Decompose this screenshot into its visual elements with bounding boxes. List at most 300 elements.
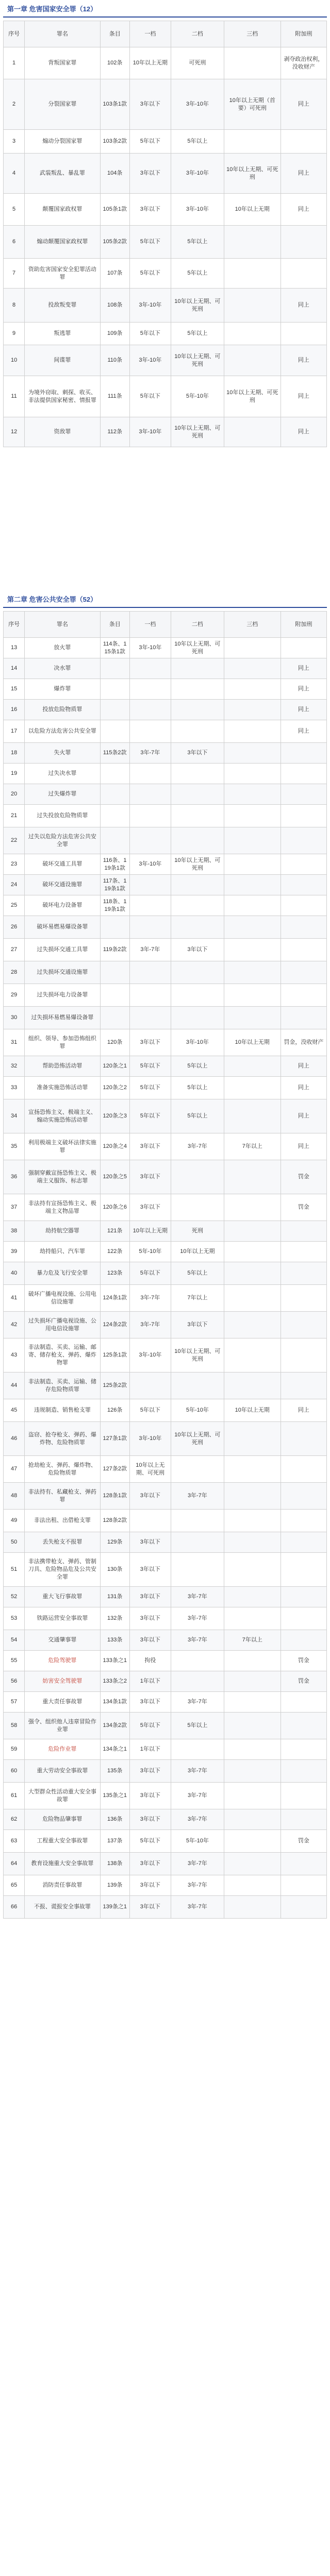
tier-3 [224,1553,280,1587]
tier-2: 5年以上 [171,226,224,259]
tier-2: 3年-10年 [171,1029,224,1056]
article: 123条 [100,1262,129,1285]
crime-name: 帮助恐怖活动罪 [25,1056,100,1077]
row-number: 39 [4,1242,25,1262]
additional-penalty [280,805,326,827]
additional-penalty: 同上 [280,658,326,679]
row-number: 4 [4,154,25,194]
col-header: 附加刑 [280,612,326,638]
table-row [4,1783,327,1809]
tier-2 [171,658,224,679]
row-number: 35 [4,1133,25,1160]
additional-penalty [280,1422,326,1456]
row-number: 9 [4,323,25,345]
row-number: 26 [4,916,25,939]
table-row [4,1739,327,1760]
table-row [4,1242,327,1262]
additional-penalty [280,827,326,854]
article [100,827,129,854]
tier-1: 1年以下 [129,1739,171,1760]
row-number: 45 [4,1399,25,1422]
article: 112条 [100,417,129,447]
additional-penalty [280,1262,326,1285]
article: 133条 [100,1630,129,1651]
tier-1: 5年以下 [129,1713,171,1739]
article: 134条2款 [100,1713,129,1739]
tier-3 [224,226,280,259]
crime-name: 利用极端主义破坏法律实施罪 [25,1133,100,1160]
tier-1 [129,720,171,743]
additional-penalty [280,1456,326,1483]
tier-2 [171,764,224,784]
table-row [4,827,327,854]
table-row [4,1194,327,1221]
additional-penalty: 罚金 [280,1651,326,1671]
tier-3 [224,784,280,805]
tier-1: 3年以下 [129,1133,171,1160]
table-row [4,1853,327,1875]
crime-name: 违规制造、销售枪支罪 [25,1399,100,1422]
additional-penalty: 同上 [280,194,326,226]
additional-penalty: 剥夺政治权利，没收财产 [280,47,326,79]
row-number: 16 [4,700,25,720]
tier-3 [224,1783,280,1809]
tier-1 [129,1007,171,1029]
row-number: 48 [4,1483,25,1510]
row-number: 56 [4,1671,25,1692]
table-row [4,1553,327,1587]
tier-1: 3年以下 [129,1760,171,1783]
crime-name: 重大责任事故罪 [25,1692,100,1713]
article: 120条之3 [100,1099,129,1133]
article: 120条之6 [100,1194,129,1221]
tier-1 [129,679,171,700]
table-row [4,1007,327,1029]
article: 117条、119条1款 [100,875,129,895]
table-row [4,743,327,764]
crime-name: 劫持航空器罪 [25,1221,100,1242]
table-row [4,939,327,961]
article [100,720,129,743]
tier-2 [171,1456,224,1483]
additional-penalty [280,1242,326,1262]
additional-penalty: 同上 [280,1077,326,1099]
row-number: 24 [4,875,25,895]
article: 102条 [100,47,129,79]
additional-penalty [280,1739,326,1760]
tier-2 [171,700,224,720]
additional-penalty: 罚金 [280,1194,326,1221]
row-number: 17 [4,720,25,743]
row-number: 21 [4,805,25,827]
row-number: 46 [4,1422,25,1456]
tier-2 [171,805,224,827]
tier-1: 5年以下 [129,1099,171,1133]
article [100,784,129,805]
additional-penalty: 同上 [280,1399,326,1422]
article: 122条 [100,1242,129,1262]
row-number: 59 [4,1739,25,1760]
col-header: 一档 [129,21,171,47]
additional-penalty: 罚金 [280,1671,326,1692]
tier-3 [224,895,280,916]
additional-penalty: 同上 [280,1056,326,1077]
table-row [4,1809,327,1830]
row-number: 57 [4,1692,25,1713]
table-row [4,1399,327,1422]
chapter-2-section [0,592,330,1919]
tier-1: 5年-10年 [129,1242,171,1262]
row-number: 27 [4,939,25,961]
tier-3 [224,1372,280,1399]
article: 105条2款 [100,226,129,259]
article: 138条 [100,1853,129,1875]
tier-2: 5年以上 [171,1056,224,1077]
tier-3 [224,1896,280,1919]
tier-1: 1年以下 [129,1671,171,1692]
tier-2: 3年以下 [171,743,224,764]
table-row [4,679,327,700]
tier-2 [171,875,224,895]
crime-name: 不报、谎报安全事故罪 [25,1896,100,1919]
article [100,805,129,827]
tier-2: 5年以上 [171,1077,224,1099]
tier-1: 5年以下 [129,1077,171,1099]
tier-3 [224,1692,280,1713]
table-row [4,1651,327,1671]
crime-name: 失火罪 [25,743,100,764]
tier-3 [224,827,280,854]
crime-name: 破坏广播电视设施、公用电信设施罪 [25,1285,100,1312]
additional-penalty: 同上 [280,376,326,417]
tier-2 [171,1510,224,1532]
crime-name: 以危险方法危害公共安全罪 [25,720,100,743]
row-number: 49 [4,1510,25,1532]
row-number: 58 [4,1713,25,1739]
table-row [4,1510,327,1532]
table-row [4,345,327,376]
col-header: 二档 [171,612,224,638]
crime-name: 投放危险物质罪 [25,700,100,720]
additional-penalty [280,939,326,961]
tier-1 [129,916,171,939]
tier-1: 3年-7年 [129,1285,171,1312]
crime-name: 重大飞行事故罪 [25,1587,100,1607]
crime-name: 间谍罪 [25,345,100,376]
article [100,764,129,784]
tier-3 [224,805,280,827]
additional-penalty: 同上 [280,1099,326,1133]
tier-3 [224,1312,280,1338]
tier-3 [224,916,280,939]
row-number: 38 [4,1221,25,1242]
tier-1 [129,1372,171,1399]
tier-3 [224,1830,280,1853]
tier-1: 3年-10年 [129,638,171,658]
tier-3: 10年以上无期（首要）可死刑 [224,79,280,130]
crime-name: 准备实施恐怖活动罪 [25,1077,100,1099]
tier-2: 5年-10年 [171,376,224,417]
tier-3 [224,720,280,743]
tier-1: 5年以下 [129,130,171,154]
additional-penalty: 同上 [280,700,326,720]
row-number: 43 [4,1338,25,1372]
tier-3 [224,130,280,154]
col-header: 三档 [224,21,280,47]
additional-penalty [280,1713,326,1739]
article [100,700,129,720]
tier-3 [224,1651,280,1671]
crime-name: 非法出租、出借枪支罪 [25,1510,100,1532]
article: 126条 [100,1399,129,1422]
article: 103条2款 [100,130,129,154]
crime-name: 大型群众性活动重大安全事故罪 [25,1783,100,1809]
row-number: 44 [4,1372,25,1399]
tier-1: 3年以下 [129,194,171,226]
tier-1: 5年以下 [129,376,171,417]
tier-2: 3年-7年 [171,1853,224,1875]
tier-2: 死刑 [171,1221,224,1242]
additional-penalty [280,1896,326,1919]
tier-2: 3年-7年 [171,1783,224,1809]
table-row [4,226,327,259]
article: 134条1款 [100,1692,129,1713]
additional-penalty [280,323,326,345]
article [100,658,129,679]
tier-2: 10年以上无期、可死刑 [171,638,224,658]
table-row [4,895,327,916]
additional-penalty [280,1312,326,1338]
table-row [4,1099,327,1133]
tier-3 [224,1007,280,1029]
tier-1 [129,827,171,854]
tier-2: 3年以下 [171,939,224,961]
tier-2 [171,895,224,916]
article [100,1007,129,1029]
tier-1: 3年以下 [129,1896,171,1919]
crime-name: 教育设施重大安全事故罪 [25,1853,100,1875]
tier-2 [171,1651,224,1671]
crime-name: 过失损坏电力设备罪 [25,984,100,1007]
crime-name: 破坏电力设备罪 [25,895,100,916]
tier-1: 5年以下 [129,1399,171,1422]
additional-penalty [280,784,326,805]
chapter-1-table [3,21,327,447]
crime-name: 非法制造、买卖、运输、邮寄、储存枪支、弹药、爆炸物罪 [25,1338,100,1372]
row-number: 61 [4,1783,25,1809]
row-number: 54 [4,1630,25,1651]
additional-penalty [280,1553,326,1587]
row-number: 30 [4,1007,25,1029]
table-row [4,1760,327,1783]
additional-penalty: 同上 [280,289,326,323]
col-header: 序号 [4,612,25,638]
tier-2: 5年-10年 [171,1399,224,1422]
tier-2: 5年以上 [171,1099,224,1133]
tier-2: 3年-7年 [171,1875,224,1896]
crime-name: 劫持船只、汽车罪 [25,1242,100,1262]
crime-name: 抢劫枪支、弹药、爆炸物、危险物质罪 [25,1456,100,1483]
tier-2: 5年以上 [171,130,224,154]
tier-1: 3年以下 [129,1029,171,1056]
tier-2 [171,1007,224,1029]
crime-name: 非法携带枪支、弹药、管制刀具、危险物品危及公共安全罪 [25,1553,100,1587]
additional-penalty [280,1692,326,1713]
tier-3: 7年以上 [224,1133,280,1160]
tier-2 [171,961,224,984]
tier-2 [171,1160,224,1194]
article: 134条之1 [100,1739,129,1760]
tier-1: 3年-10年 [129,1422,171,1456]
tier-1: 10年以上无期 [129,47,171,79]
tier-2: 3年-10年 [171,154,224,194]
tier-3 [224,1532,280,1553]
tier-3 [224,1160,280,1194]
table-row [4,700,327,720]
crime-name: 叛逃罪 [25,323,100,345]
tier-3 [224,259,280,289]
tier-3 [224,764,280,784]
chapter-1-section [0,2,330,447]
crime-name: 重大劳动安全事故罪 [25,1760,100,1783]
tier-1: 3年以下 [129,1853,171,1875]
tier-1: 5年以下 [129,1262,171,1285]
table-row [4,1133,327,1160]
crime-name: 破坏易燃易爆设备罪 [25,916,100,939]
tier-2: 3年-7年 [171,1607,224,1630]
tier-1: 3年-10年 [129,854,171,875]
additional-penalty [280,1587,326,1607]
table-row [4,1262,327,1285]
row-number: 13 [4,638,25,658]
additional-penalty [280,961,326,984]
table-row [4,875,327,895]
tier-1 [129,805,171,827]
tier-3 [224,1285,280,1312]
chapter-2-body [4,638,327,1919]
tier-1: 3年-7年 [129,939,171,961]
chapter-1-body [4,47,327,447]
tier-1: 3年以下 [129,1607,171,1630]
tier-2 [171,1553,224,1587]
additional-penalty: 罚金 [280,1830,326,1853]
row-number: 25 [4,895,25,916]
row-number: 51 [4,1553,25,1587]
row-number: 33 [4,1077,25,1099]
tier-3 [224,1483,280,1510]
article: 121条 [100,1221,129,1242]
tier-2 [171,720,224,743]
crime-name: 爆炸罪 [25,679,100,700]
article [100,679,129,700]
tier-3: 10年以上无期 [224,194,280,226]
article: 127条2款 [100,1456,129,1483]
tier-1 [129,984,171,1007]
chapter-1-title: 第一章 危害国家安全罪（12） [3,2,327,18]
additional-penalty [280,1338,326,1372]
table-row [4,289,327,323]
tier-2: 5年以上 [171,1713,224,1739]
additional-penalty [280,1809,326,1830]
table-row [4,805,327,827]
additional-penalty [280,916,326,939]
tier-1: 3年以下 [129,1553,171,1587]
crime-name: 消防责任事故罪 [25,1875,100,1896]
table-row [4,720,327,743]
tier-3 [224,984,280,1007]
tier-3 [224,417,280,447]
col-header: 罪名 [25,21,100,47]
article: 107条 [100,259,129,289]
table-row [4,1372,327,1399]
tier-3 [224,1262,280,1285]
row-number: 2 [4,79,25,130]
additional-penalty [280,1007,326,1029]
article: 116条、119条1款 [100,854,129,875]
crime-name: 铁路运营安全事故罪 [25,1607,100,1630]
article: 103条1款 [100,79,129,130]
tier-2 [171,1194,224,1221]
tier-2: 10年以上无期、可死刑 [171,854,224,875]
crime-name: 宣扬恐怖主义、极端主义、煽动实施恐怖活动罪 [25,1099,100,1133]
additional-penalty: 罚金 [280,1160,326,1194]
tier-3 [224,323,280,345]
article: 108条 [100,289,129,323]
crime-name: 工程重大安全事故罪 [25,1830,100,1853]
row-number: 32 [4,1056,25,1077]
row-number: 15 [4,679,25,700]
crime-name: 强令、组织他人违章冒险作业罪 [25,1713,100,1739]
row-number: 63 [4,1830,25,1853]
tier-3 [224,1739,280,1760]
tier-1: 拘役 [129,1651,171,1671]
crime-name: 过失投放危险物质罪 [25,805,100,827]
table-row [4,1830,327,1853]
tier-1: 5年以下 [129,1830,171,1853]
row-number: 3 [4,130,25,154]
row-number: 28 [4,961,25,984]
crime-name: 妨害安全驾驶罪 [25,1671,100,1692]
additional-penalty: 同上 [280,417,326,447]
tier-2: 3年-7年 [171,1760,224,1783]
additional-penalty: 同上 [280,79,326,130]
row-number: 14 [4,658,25,679]
article: 104条 [100,154,129,194]
additional-penalty [280,638,326,658]
crime-name: 丢失枪支不报罪 [25,1532,100,1553]
col-header: 三档 [224,612,280,638]
article: 114条、115条1款 [100,638,129,658]
table-row [4,1713,327,1739]
tier-3 [224,875,280,895]
table-row [4,854,327,875]
table-row [4,764,327,784]
crime-name: 资助危害国家安全犯罪活动罪 [25,259,100,289]
tier-2: 可死刑 [171,47,224,79]
additional-penalty: 罚金，没收财产 [280,1029,326,1056]
crime-name: 交通肇事罪 [25,1630,100,1651]
article: 118条、119条1款 [100,895,129,916]
tier-3: 10年以上无期 [224,1029,280,1056]
row-number: 12 [4,417,25,447]
crime-name: 危险作业罪 [25,1739,100,1760]
tier-2 [171,1671,224,1692]
crime-name: 武装叛乱、暴乱罪 [25,154,100,194]
tier-1: 3年以下 [129,1875,171,1896]
crime-name: 为境外窃取、刺探、收买、非法提供国家秘密、情报罪 [25,376,100,417]
table-row [4,1285,327,1312]
article: 125条1款 [100,1338,129,1372]
